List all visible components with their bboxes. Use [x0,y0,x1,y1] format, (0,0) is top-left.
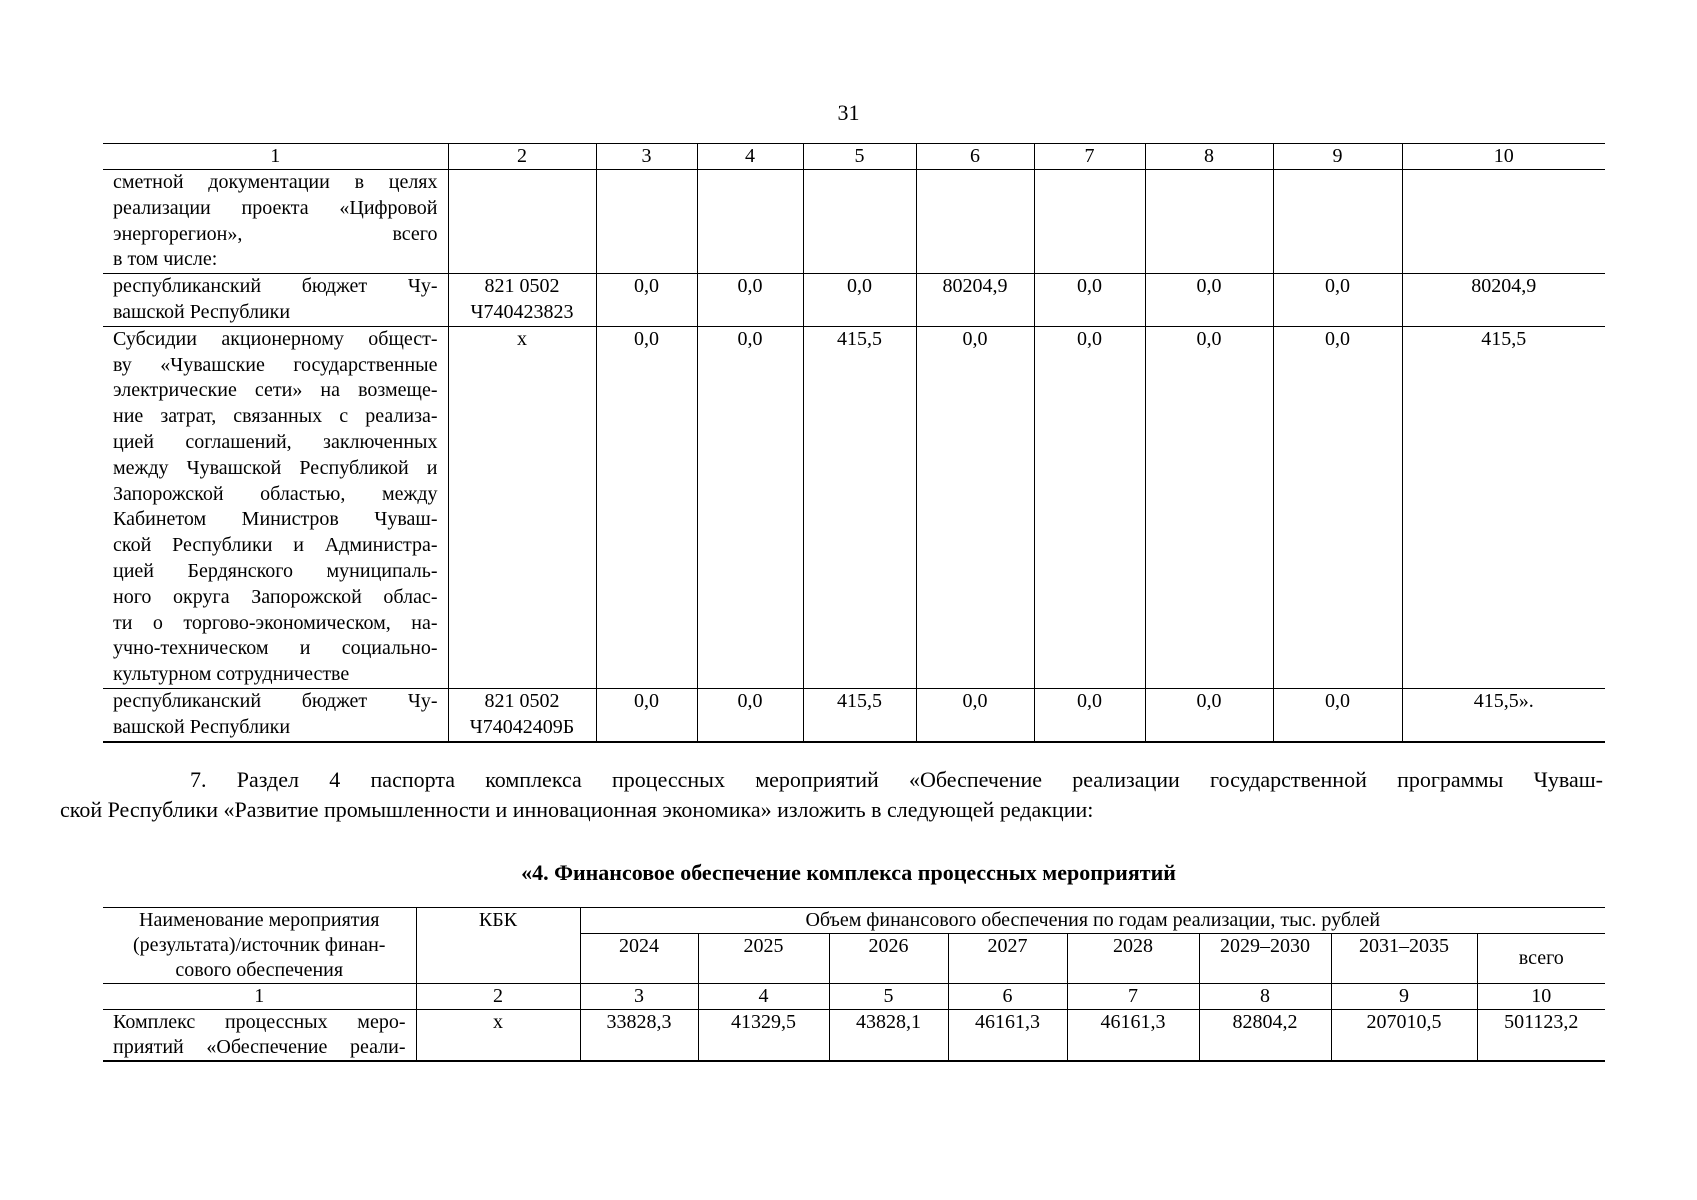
value-cell: 0,0 [916,326,1034,688]
cell-line: цией Бердянского муниципаль- [113,559,438,582]
value-cell [697,170,803,274]
value-cell [1402,170,1605,274]
section-title: «4. Финансовое обеспечение комплекса процессных мероприятий [521,860,1176,885]
cell-line: сового обеспечения [175,959,344,981]
value-cell: 415,5 [803,326,916,688]
value-cell: 0,0 [1145,326,1273,688]
cell-line: ного округа Запорожской облас- [113,585,438,608]
table-1-body [103,144,1605,742]
value-cell: 0,0 [916,688,1034,741]
value-cell: 0,0 [697,688,803,741]
column-number-cell: 3 [596,144,697,170]
value-cell: 0,0 [1145,688,1273,741]
value-cell: 415,5 [1402,326,1605,688]
row-name-cell [103,326,448,688]
cell-line: ти о торгово-экономическом, на- [113,611,438,634]
year-header-cell: 2026 [829,934,948,984]
cell-line: между Чувашской Республикой и [113,456,438,479]
cell-line: Кабинетом Министров Чуваш- [113,508,438,531]
value-cell: 0,0 [1145,274,1273,327]
header-name-cell [103,908,416,984]
cell-line: Наименование мероприятия [139,909,380,931]
kbk-cell [448,688,596,741]
column-number-cell: 5 [829,984,948,1010]
cell-line: 821 0502 [484,275,560,298]
row-name-cell [103,274,448,327]
kbk-cell [448,326,596,688]
table-row [103,1010,1605,1062]
year-header-cell: 2027 [948,934,1067,984]
column-number-cell: 6 [916,144,1034,170]
row-name-cell [103,170,448,274]
year-header-cell: 2028 [1067,934,1199,984]
value-cell: 0,0 [596,688,697,741]
value-cell: 501123,2 [1477,1010,1605,1062]
value-cell: 80204,9 [1402,274,1605,327]
column-number-cell: 10 [1402,144,1605,170]
process-measures-funding-table [103,907,1605,1062]
row-name-cell [103,1010,416,1062]
cell-line: вашской Республики [113,715,291,738]
column-number-cell: 4 [697,144,803,170]
cell-line: электрические сети» на возмеще- [113,379,438,402]
cell-line: культурном сотрудничестве [113,663,350,686]
cell-line: республиканский бюджет Чу- [113,275,438,298]
table-row [103,688,1605,741]
cell-line: энергорегион», всего [113,222,438,245]
column-number-cell: 2 [448,144,596,170]
header-row-1 [103,908,1605,934]
value-cell: 0,0 [596,274,697,327]
cell-line: Запорожской областью, между [113,482,438,505]
column-number-cell: 9 [1331,984,1477,1010]
cell-line: цией соглашений, заключенных [113,430,438,453]
table-row [103,326,1605,688]
value-cell: 46161,3 [1067,1010,1199,1062]
value-cell: 41329,5 [698,1010,829,1062]
cell-line: (результата)/источник финан- [133,934,386,956]
value-cell [596,170,697,274]
amendment-paragraph-line-1: 7. Раздел 4 паспорта комплекса процессных мероприятий «Обеспечение реализации государственной программы Чуваш- [190,767,1603,792]
kbk-cell [448,170,596,274]
cell-line: сметной документации в целях [113,171,438,193]
column-number-cell: 1 [103,144,448,170]
value-cell: 43828,1 [829,1010,948,1062]
value-cell: 0,0 [1034,688,1145,741]
cell-line: ской Республики и Администра- [113,534,438,557]
year-header-cell: 2031–2035 [1331,934,1477,984]
cell-line: ву «Чувашские государственные [113,353,438,376]
row-name-cell [103,688,448,741]
column-number-cell: 5 [803,144,916,170]
value-cell: 80204,9 [916,274,1034,327]
column-number-cell: 8 [1145,144,1273,170]
cell-line: 821 0502 [484,689,560,712]
column-number-cell: 10 [1477,984,1605,1010]
value-cell: 0,0 [1273,274,1402,327]
value-cell [916,170,1034,274]
value-cell: 0,0 [1034,274,1145,327]
cell-line: Субсидии акционерному общест- [113,327,438,350]
cell-line: реализации проекта «Цифровой [113,196,438,219]
value-cell: 0,0 [1034,326,1145,688]
cell-line: республиканский бюджет Чу- [113,689,438,712]
cell-line: Ч740423823 [470,300,574,323]
cell-line: х [517,327,527,350]
column-number-cell: 6 [948,984,1067,1010]
column-number-cell: 3 [580,984,698,1010]
amendment-paragraph [60,765,1603,825]
column-number-cell: 1 [103,984,416,1010]
year-header-cell: 2025 [698,934,829,984]
page-number: 31 [837,100,860,125]
amendment-paragraph-line-2: ской Республики «Развитие промышленности и инновационная экономика» изложить в следующей редакции: [60,797,1094,822]
cell-line: учно-техническом и социально- [113,637,438,660]
value-cell: 33828,3 [580,1010,698,1062]
value-cell: 82804,2 [1199,1010,1331,1062]
cell-line: в том числе: [113,248,218,271]
cell-line: Комплекс процессных меро- [113,1011,406,1033]
table-row [103,274,1605,327]
column-number-row [103,144,1605,170]
value-cell: 415,5». [1402,688,1605,741]
cell-line: приятий «Обеспечение реали- [113,1036,406,1058]
value-cell: 0,0 [697,326,803,688]
value-cell: 0,0 [1273,688,1402,741]
column-number-cell: 7 [1067,984,1199,1010]
value-cell: 0,0 [596,326,697,688]
kbk-cell: х [416,1010,580,1062]
header-kbk-cell: КБК [416,908,580,984]
column-number-cell: 8 [1199,984,1331,1010]
cell-line: Ч74042409Б [469,715,575,738]
program-funding-table-continued [103,143,1605,743]
column-number-cell: 9 [1273,144,1402,170]
column-number-cell: 7 [1034,144,1145,170]
column-number-row [103,984,1605,1010]
value-cell: 0,0 [1273,326,1402,688]
kbk-cell [448,274,596,327]
value-cell: 207010,5 [1331,1010,1477,1062]
table-2-body [103,908,1605,1062]
table-row [103,170,1605,274]
value-cell: 415,5 [803,688,916,741]
cell-line: ние затрат, связанных с реализа- [113,405,438,428]
year-header-cell: 2024 [580,934,698,984]
year-header-cell: 2029–2030 [1199,934,1331,984]
column-number-cell: 4 [698,984,829,1010]
year-header-cell: всего [1477,934,1605,984]
column-number-cell: 2 [416,984,580,1010]
value-cell: 46161,3 [948,1010,1067,1062]
value-cell [1034,170,1145,274]
value-cell: 0,0 [697,274,803,327]
cell-line: вашской Республики [113,300,291,323]
header-volume-cell: Объем финансового обеспечения по годам реализации, тыс. рублей [580,908,1605,934]
value-cell [1273,170,1402,274]
value-cell: 0,0 [803,274,916,327]
value-cell [803,170,916,274]
value-cell [1145,170,1273,274]
